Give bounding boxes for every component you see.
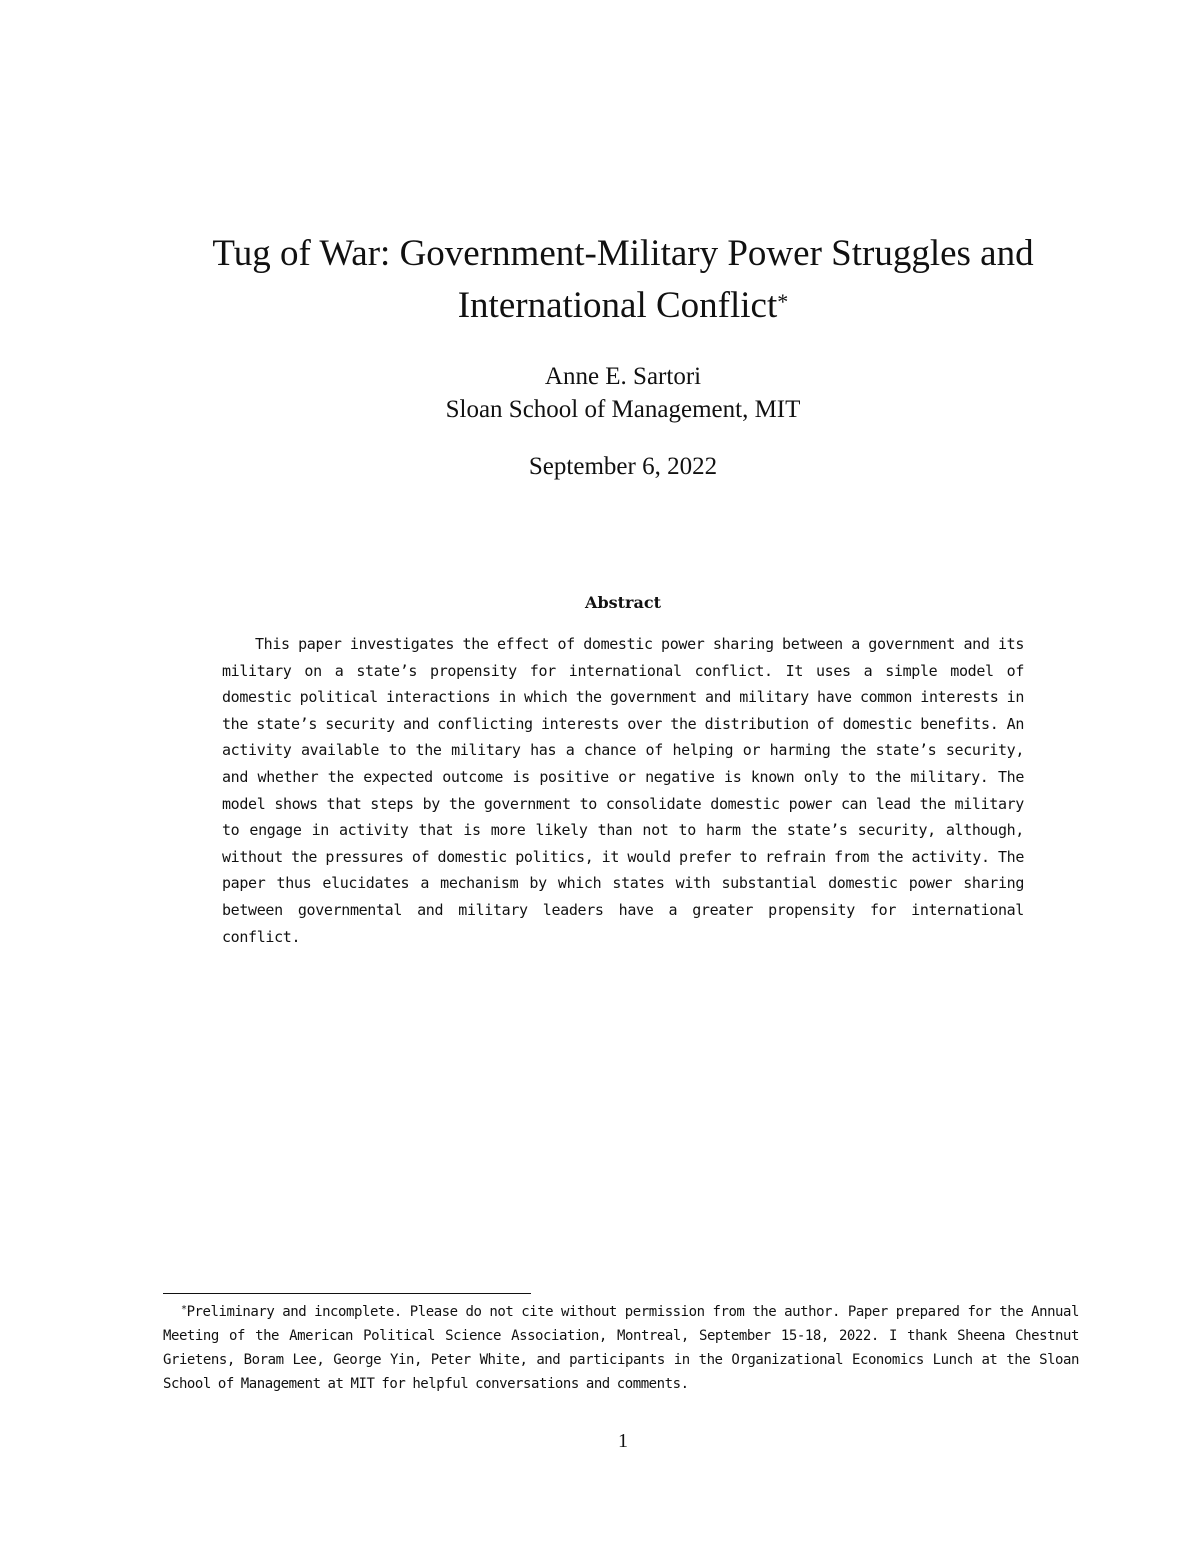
author-affiliation: Sloan School of Management, MIT	[445, 396, 801, 423]
abstract-heading: Abstract	[585, 593, 661, 612]
abstract-body: This paper investigates the effect of domestic power sharing between a government and its military on a state’s propensity for international conflict. It uses a simple model of domestic political interactions in which the government and military have common interests in the state’s security and conflicting interests over the distribution of domestic benefits. An activity available to the military has a chance of helping or harming the state’s security, and whether the expected outcome is positive or negative is known only to the military. The model shows that steps by the government to consolidate domestic power can lead the military to engage in activity that is more likely than not to harm the state’s security, although, without the pressures of domestic politics, it would prefer to refrain from the activity. The paper thus elucidates a mechanism by which states with substantial domestic power sharing between governmental and military leaders have a greater propensity for international conflict.	[222, 635, 1024, 946]
title-footnote-mark[interactable]: *	[777, 289, 789, 314]
author-block	[140, 360, 1106, 426]
footnote	[163, 1300, 1079, 1396]
title-line-1: Tug of War: Government-Military Power Struggles and	[212, 233, 1034, 274]
paper-title	[140, 228, 1106, 332]
footnote-mark: *	[181, 1304, 187, 1315]
footnote-text: Preliminary and incomplete. Please do not cite without permission from the author. Paper prepared for the Annual Meeting of the American Political Science Association, Montreal, September 15-18, 2022. I thank Sheena Chestnut Grietens, Boram Lee, George Yin, Peter White, and participants in the Organizational Economics Lunch at the Sloan School of Management at MIT for helpful conversations and comments.	[163, 1304, 1079, 1392]
page-number: 1	[618, 1430, 628, 1452]
footnote-divider	[163, 1293, 531, 1294]
paper-date: September 6, 2022	[528, 453, 718, 480]
title-line-2: International Conflict	[457, 285, 778, 326]
author-name: Anne E. Sartori	[544, 363, 702, 390]
